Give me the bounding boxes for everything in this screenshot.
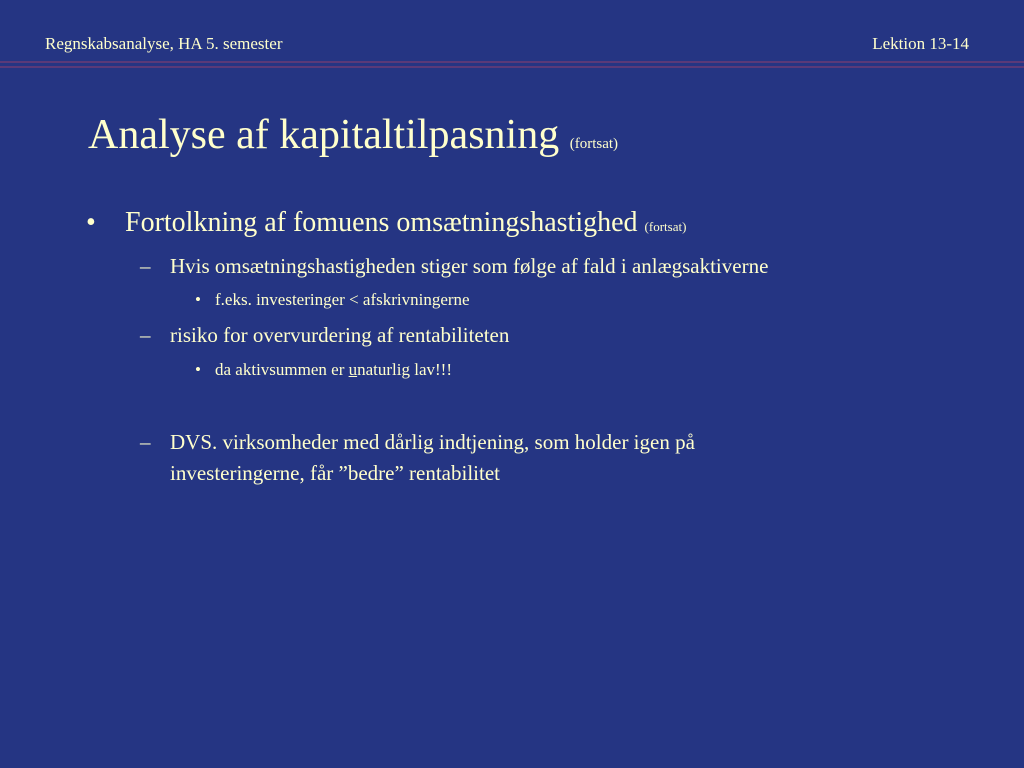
bullet-level1 [125,206,686,244]
bullet-level2-risiko: risiko for overvurdering af rentabiliteten [170,323,510,347]
bullet-level3-aktivsummen [215,359,452,381]
aktivsummen-underlined-letter: u [348,360,358,379]
bullet-marker-small: • [195,360,201,379]
bullet-level1-suffix: (fortsat) [644,219,687,234]
bullet-level2-omsaetning: Hvis omsætningshastigheden stiger som følge af fald i anlægsaktiverne [170,254,769,278]
aktivsummen-text-after: naturlig lav!!! [357,360,452,379]
dash-marker: – [140,323,151,347]
slide-title-suffix: (fortsat) [569,136,619,152]
slide-title [88,109,618,170]
bullet-level2-dvs-line2: investeringerne, får ”bedre” rentabilitet [170,461,500,485]
header-course-title: Regnskabsanalyse, HA 5. semester [45,34,283,53]
dash-marker: – [140,254,151,278]
bullet-level2-dvs-line1: DVS. virksomheder med dårlig indtjening, som holder igen på [170,430,695,454]
aktivsummen-text-before: da aktivsummen er [215,360,349,379]
header-lecture-number: Lektion 13-14 [872,34,969,53]
bullet-level1-text: Fortolkning af fomuens omsætningshastighed [125,207,638,238]
bullet-level3-investeringer: f.eks. investeringer < afskrivningerne [215,290,470,309]
bullet-marker: • [86,207,96,238]
slide-title-main: Analyse af kapitaltilpasning [88,112,560,158]
bullet-marker-small: • [195,290,201,309]
dash-marker: – [140,430,151,454]
header-divider [0,61,1024,63]
header-divider-second [0,66,1024,68]
